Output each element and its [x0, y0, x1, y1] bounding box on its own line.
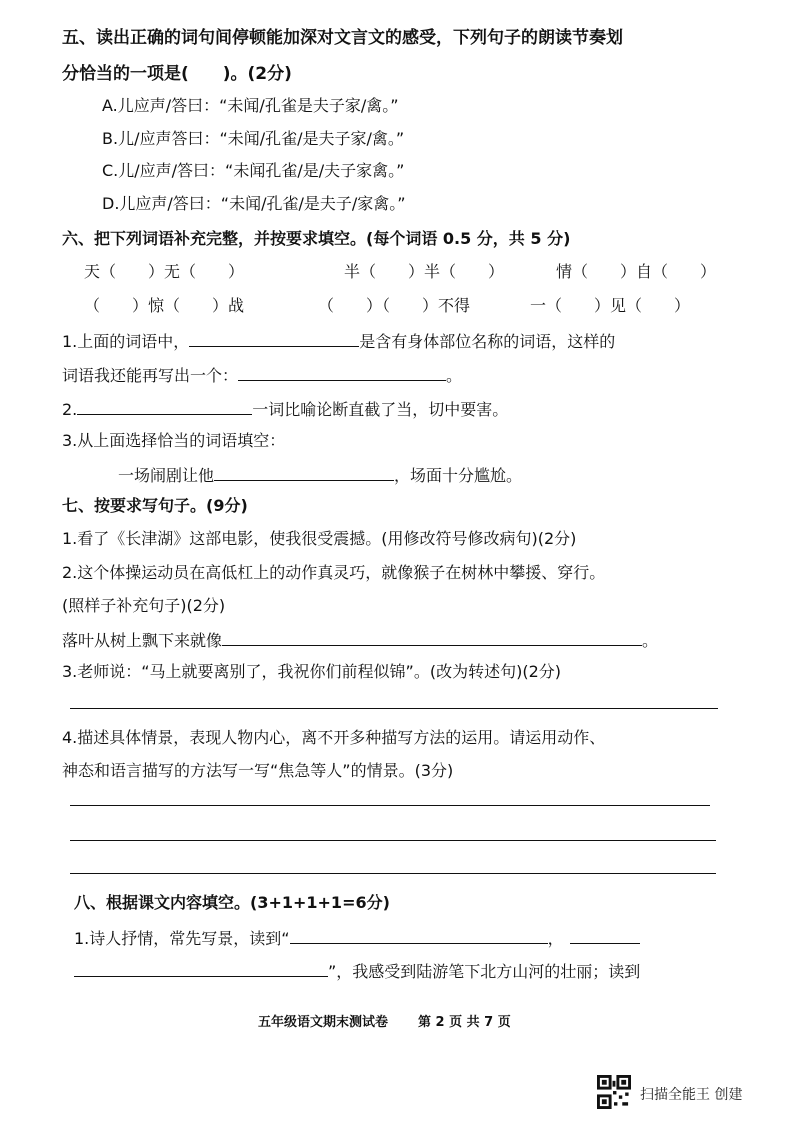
watermark-text: 扫描全能王 创建 — [640, 1087, 743, 1103]
answer-blank[interactable] — [570, 927, 640, 944]
answer-line[interactable] — [70, 873, 716, 874]
question-text: ，场面十分尴尬。 — [394, 466, 523, 485]
question-text: ”，我感受到陆游笔下北方山河的壮丽；读到 — [328, 962, 641, 981]
section5-option-d: D.儿应声/答曰：“未闻/孔雀/是夫子/家禽。” — [102, 194, 406, 213]
word-item: 天（ ）无（ ） — [84, 262, 245, 281]
answer-blank[interactable] — [77, 398, 252, 415]
section7-q4-line2: 神态和语言描写的方法写一写“焦急等人”的情景。(3分) — [62, 761, 454, 780]
answer-blank[interactable] — [222, 629, 642, 646]
question-text: 是含有身体部位名称的词语，这样的 — [359, 332, 616, 351]
section6-q2 — [62, 398, 508, 420]
answer-line[interactable] — [70, 805, 710, 806]
question-text: 1.诗人抒情，常先写景，读到“ — [74, 929, 290, 948]
section8-heading: 八、根据课文内容填空。(3+1+1+1=6分) — [74, 893, 390, 912]
question-text: 词语我还能再写出一个： — [62, 366, 239, 385]
qr-code-icon — [597, 1075, 631, 1109]
footer-title: 五年级语文期末测试卷 — [258, 1015, 389, 1030]
question-text: 落叶从树上飘下来就像 — [62, 631, 223, 650]
answer-blank[interactable] — [290, 927, 548, 944]
section5-option-b: B.儿/应声答曰：“未闻/孔雀/是夫子家/禽。” — [102, 129, 405, 148]
section6-q3-line1: 3.从上面选择恰当的词语填空： — [62, 431, 286, 450]
question-text: 2. — [62, 400, 78, 419]
question-text: 一词比喻论断直截了当，切中要害。 — [252, 400, 509, 419]
section6-q3-line2 — [118, 464, 522, 486]
answer-blank[interactable] — [189, 330, 359, 347]
section5-option-a: A.儿应声/答曰：“未闻/孔雀是夫子家/禽。” — [102, 96, 399, 115]
section8-q1-line2 — [74, 960, 640, 982]
section6-q1-line1 — [62, 330, 615, 352]
section6-q1-line2 — [62, 364, 462, 386]
word-item: 半（ ）半（ ） — [344, 262, 505, 281]
answer-blank[interactable] — [214, 464, 394, 481]
question-text: 。 — [642, 631, 659, 650]
section7-q3: 3.老师说：“马上就要离别了，我祝你们前程似锦”。(改为转述句)(2分) — [62, 662, 561, 681]
question-text: 。 — [446, 366, 463, 385]
word-item: 一（ ）见（ ） — [530, 296, 691, 315]
section7-q2-line2: (照样子补充句子)(2分) — [62, 596, 226, 615]
word-item: （ ）（ ）不得 — [318, 296, 471, 315]
answer-line[interactable] — [70, 708, 718, 709]
section7-q4-line1: 4.描述具体情景，表现人物内心，离不开多种描写方法的运用。请运用动作、 — [62, 728, 606, 747]
answer-blank[interactable] — [74, 960, 328, 977]
section6-heading: 六、把下列词语补充完整，并按要求填空。(每个词语 0.5 分，共 5 分) — [62, 229, 571, 248]
word-item: （ ）惊（ ）战 — [84, 296, 245, 315]
question-text: 一场闹剧让他 — [118, 466, 215, 485]
answer-blank[interactable] — [238, 364, 446, 381]
question-text: ， — [547, 929, 564, 948]
section7-q2-answer — [62, 629, 658, 651]
section7-q1: 1.看了《长津湖》这部电影，使我很受震撼。(用修改符号修改病句)(2分) — [62, 529, 577, 548]
question-text: 1.上面的词语中， — [62, 332, 190, 351]
section5-heading-line2: 分恰当的一项是( )。(2分) — [62, 64, 292, 84]
answer-line[interactable] — [70, 840, 716, 841]
section7-heading: 七、按要求写句子。(9分) — [62, 496, 248, 515]
footer-page-number: 第 2 页 共 7 页 — [418, 1015, 511, 1030]
section8-q1-line1 — [74, 927, 640, 949]
section5-heading-line1: 五、读出正确的词句间停顿能加深对文言文的感受，下列句子的朗读节奏划 — [62, 28, 623, 48]
section7-q2-line1: 2.这个体操运动员在高低杠上的动作真灵巧，就像猴子在树林中攀援、穿行。 — [62, 563, 606, 582]
word-item: 情（ ）自（ ） — [556, 262, 717, 281]
section5-option-c: C.儿/应声/答曰：“未闻孔雀/是/夫子家禽。” — [102, 161, 405, 180]
